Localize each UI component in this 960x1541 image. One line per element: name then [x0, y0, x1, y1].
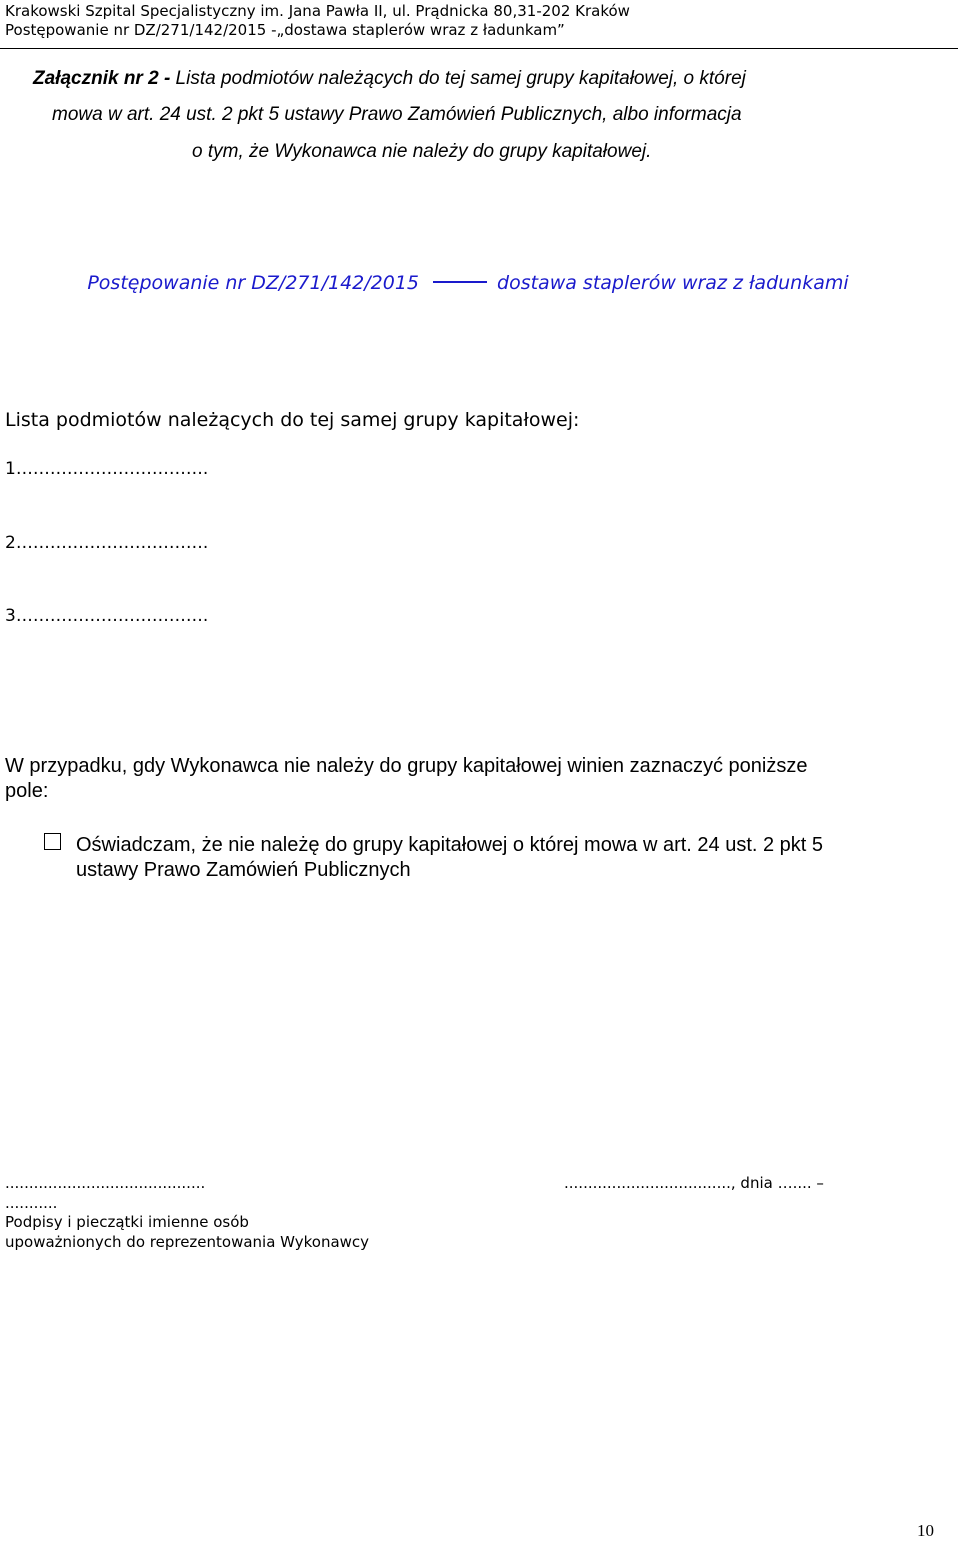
- subject-number: Postępowanie nr DZ/271/142/2015: [87, 272, 420, 294]
- subject-dash: [433, 281, 487, 283]
- declaration-line-1: Oświadczam, że nie należę do grupy kapitałowej o której mowa w art. 24 ust. 2 pkt 5: [76, 834, 824, 856]
- list-item-3[interactable]: 3…………………………….: [5, 606, 209, 626]
- procedure-subject: [0, 272, 936, 294]
- attachment-line-2: mowa w art. 24 ust. 2 pkt 5 ustawy Prawo Zamówień Publicznych, albo informacja: [52, 104, 742, 125]
- page-number: 10: [917, 1521, 934, 1540]
- signature-dots-left[interactable]: ..........................................: [5, 1174, 206, 1192]
- attachment-line-1-text: Lista podmiotów należących do tej samej grupy kapitałowej, o której: [170, 68, 746, 89]
- declaration-line-2: ustawy Prawo Zamówień Publicznych: [76, 859, 411, 881]
- header-hospital-line: Krakowski Szpital Specjalistyczny im. Jana Pawła II, ul. Prądnicka 80,31-202 Kraków: [5, 2, 630, 20]
- declaration-checkbox[interactable]: [44, 833, 61, 850]
- attachment-line-3: o tym, że Wykonawca nie należy do grupy kapitałowej.: [192, 141, 652, 162]
- attachment-line-1: [33, 68, 960, 90]
- attachment-label: Załącznik nr 2 -: [33, 68, 171, 89]
- instruction-line-2: pole:: [5, 780, 49, 802]
- signature-date-field[interactable]: ..................................., dnia ….... –: [564, 1174, 824, 1192]
- list-title: Lista podmiotów należących do tej samej grupy kapitałowej:: [5, 409, 580, 431]
- instruction-line-1: W przypadku, gdy Wykonawca nie należy do grupy kapitałowej winien zaznaczyć poniższe: [5, 755, 808, 777]
- signature-label-1: Podpisy i pieczątki imienne osób: [5, 1213, 249, 1231]
- header-divider: [0, 48, 958, 49]
- subject-title: dostawa staplerów wraz z ładunkami: [497, 272, 849, 294]
- header-procedure-line: Postępowanie nr DZ/271/142/2015 -„dostawa staplerów wraz z ładunkam”: [5, 21, 565, 39]
- list-item-2[interactable]: 2…………………………….: [5, 533, 209, 553]
- list-item-1[interactable]: 1…………………………….: [5, 459, 209, 479]
- signature-dots-left-2: ...........: [5, 1194, 58, 1212]
- signature-label-2: upoważnionych do reprezentowania Wykonawcy: [5, 1233, 370, 1251]
